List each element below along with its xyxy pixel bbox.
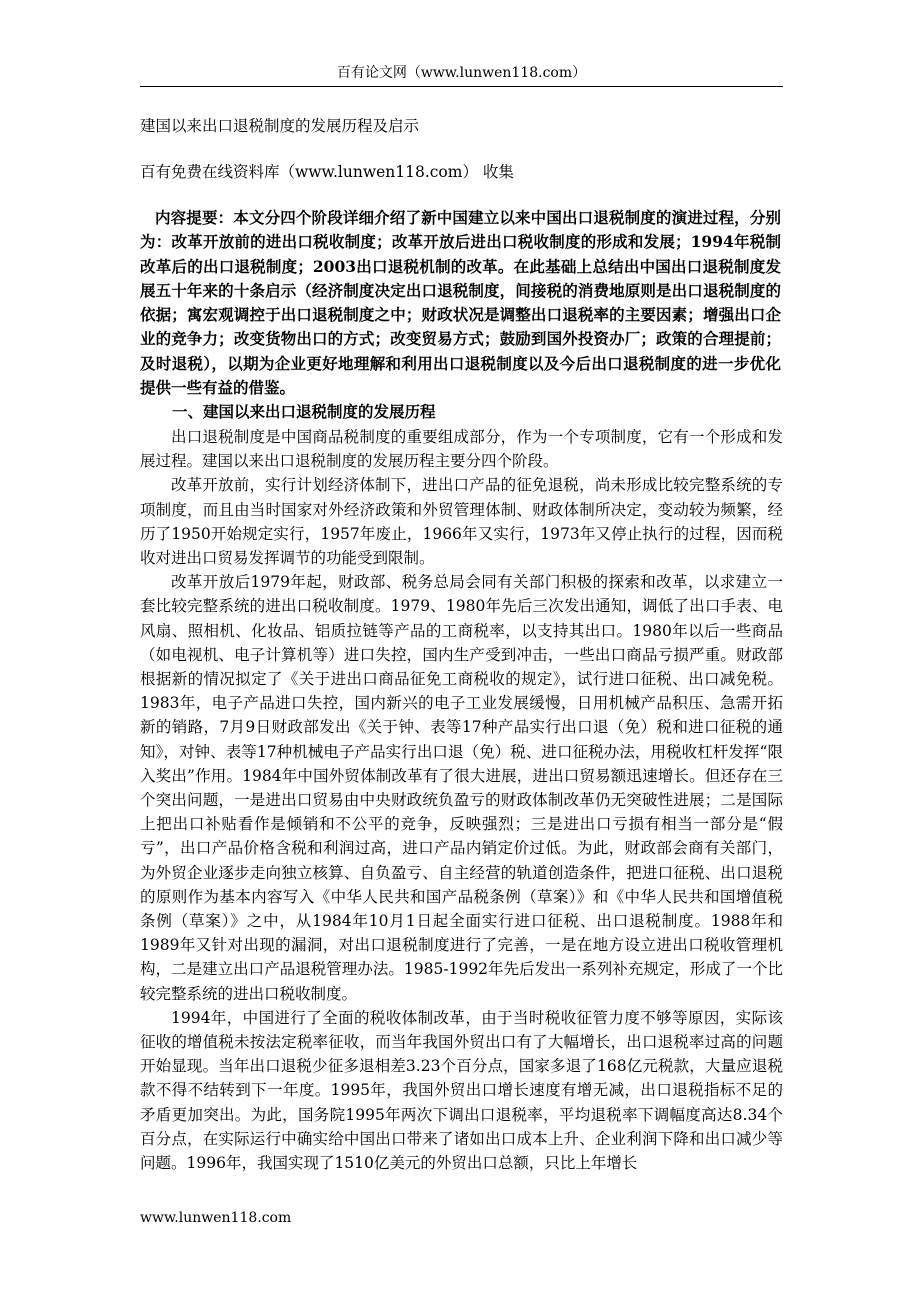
body-paragraph: 出口退税制度是中国商品税制度的重要组成部分，作为一个专项制度，它有一个形成和发展过程。建国以来出口退税制度的发展历程主要分四个阶段。 bbox=[140, 428, 783, 471]
document-title: 建国以来出口退税制度的发展历程及启示 bbox=[140, 117, 420, 135]
header-divider bbox=[140, 86, 783, 87]
section-heading: 一、建国以来出口退税制度的发展历程 bbox=[172, 402, 436, 421]
source-line: 百有免费在线资料库（www.lunwen118.com） 收集 bbox=[140, 163, 514, 181]
body-paragraph: 改革开放后1979年起，财政部、税务总局会同有关部门积极的探索和改革，以求建立一套比较完整系统的进出口税收制度。1979、1980年先后三次发出通知，调低了出口手表、电风扇、照相机、化妆品、铝质拉链等产品的工商税率，以支持其出口。1980年以后一些商品（如电视机、电子计算机等）进口失控，国内生产受到冲击，一些出口商品亏损严重。财政部根据新的情况拟定了《关于进出口商品征免工商税收的规定》，试行进口征税、出口减免税。1983年，电子产品进口失控，国内新兴的电子工业发展缓慢，日用机械产品积压、急需开拓新的销路，7月9日财政部发出《关于钟、表等17种产品实行出口退（免）税和进口征税的通知》，对钟、表等17种机械电子产品实行出口退（免）税、进口征税办法，用税收杠杆发挥“限入奖出”作用。1984年中国外贸体制改革有了很大进展，进出口贸易额迅速增长。但还存在三个突出问题，一是进出口贸易由中央财政统负盈亏的财政体制改革仍无突破性进展；二是国际上把出口补贴看作是倾销和不公平的竞争，反映强烈；三是进出口亏损有相当一部分是“假亏”，出口产品价格含税和利润过高，进口产品内销定价过低。为此，财政部会商有关部门，为外贸企业逐步走向独立核算、自负盈亏、自主经营的轨道创造条件，把进口征税、出口退税的原则作为基本内容写入《中华人民共和国产品税条例（草案）》和《中华人民共和国增值税条例（草案）》之中，从1984年10月1日起全面实行进口征税、出口退税制度。1988年和1989年又针对出现的漏洞，对出口退税制度进行了完善，一是在地方设立进出口税收管理机构，二是建立出口产品退税管理办法。1985-1992年先后发出一系列补充规定，形成了一个比较完整系统的进出口税收制度。 bbox=[140, 573, 783, 1003]
page-header: 百有论文网（www.lunwen118.com） bbox=[336, 65, 587, 81]
body-paragraph: 1994年，中国进行了全面的税收体制改革，由于当时税收征管力度不够等原因，实际该征收的增值税未按法定税率征收，而当年我国外贸出口有了大幅增长，出口退税率过高的问题开始显现。当年出口退税少征多退相差3.23个百分点，国家多退了168亿元税款，大量应退税款不得不结转到下一年度。1995年，我国外贸出口增长速度有增无减，出口退税指标不足的矛盾更加突出。为此，国务院1995年两次下调出口退税率，平均退税率下调幅度高达8.34个百分点，在实际运行中确实给中国出口带来了诸如出口成本上升、企业利润下降和出口减少等问题。1996年，我国实现了1510亿美元的外贸出口总额，只比上年增长 bbox=[140, 1008, 783, 1173]
body-text bbox=[140, 425, 783, 1175]
body-paragraph: 改革开放前，实行计划经济体制下，进出口产品的征免退税，尚未形成比较完整系统的专项制度，而且由当时国家对外经济政策和外贸管理体制、财政体制所决定，变动较为频繁，经历了1950开始规定实行，1957年废止，1966年又实行，1973年又停止执行的过程，因而税收对进出口贸易发挥调节的功能受到限制。 bbox=[140, 476, 783, 568]
abstract-paragraph: 内容提要：本文分四个阶段详细介绍了新中国建立以来中国出口退税制度的演进过程，分别为：改革开放前的进出口税收制度；改革开放后进出口税收制度的形成和发展；1994年税制改革后的出口退税制度；2003出口退税机制的改革。在此基础上总结出中国出口退税制度发展五十年来的十条启示（经济制度决定出口退税制度，间接税的消费地原则是出口退税制度的依据；寓宏观调控于出口退税制度之中；财政状况是调整出口退税率的主要因素；增强出口企业的竞争力；改变货物出口的方式；改变贸易方式；鼓励到国外投资办厂；政策的合理提前；及时退税），以期为企业更好地理解和利用出口退税制度以及今后出口退税制度的进一步优化提供一些有益的借鉴。 bbox=[140, 208, 781, 398]
page-footer-url: www.lunwen118.com bbox=[140, 1210, 292, 1226]
